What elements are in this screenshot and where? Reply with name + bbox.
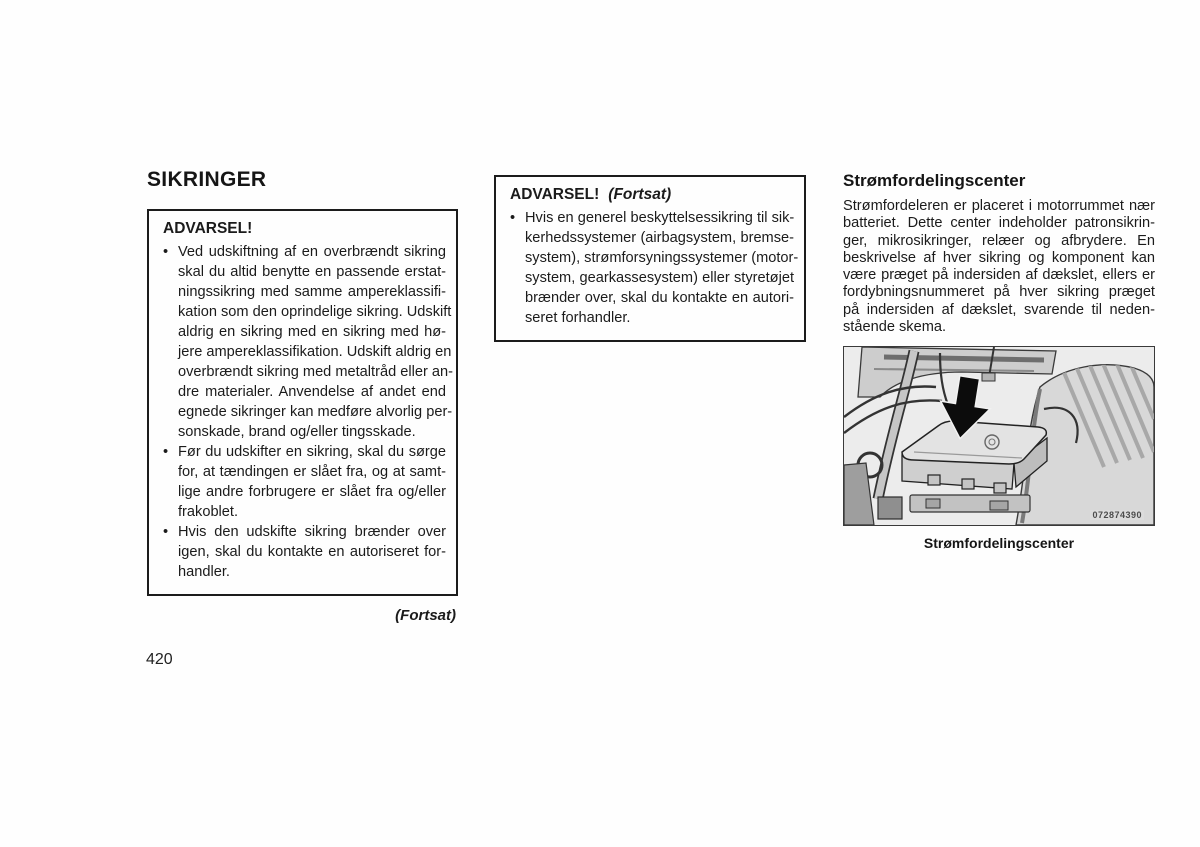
text-line: overbrændt sikring med metaltråd eller an- (178, 364, 453, 380)
bullet-text (178, 242, 453, 442)
text-line: • Før du udskifter en sikring, skal du sørge (178, 444, 446, 460)
text-line: • Hvis en generel beskyttelsessikring til sik- (525, 210, 795, 226)
text-line: på indersiden af dækslet, svarende til neden- (843, 301, 1155, 318)
text-line: seret forhandler. (525, 310, 631, 326)
warning-box-title (510, 186, 794, 204)
warning-bullet-list (161, 242, 453, 582)
text-line: • Hvis den udskifte sikring brænder over (178, 524, 446, 540)
continued-note: (Fortsat) (395, 607, 456, 624)
text-line: jere ampereklassifikation. Udskift aldrig en (178, 344, 452, 360)
engine-compartment-illustration (844, 347, 1154, 525)
warning-bullet (508, 208, 799, 328)
warning-title-main: ADVARSEL! (510, 186, 600, 203)
text-line: batteriet. Dette center indeholder patronsikrin- (843, 215, 1155, 232)
section-heading: Strømfordelingscenter (843, 171, 1026, 190)
page-number: 420 (146, 651, 173, 668)
text-line: frakoblet. (178, 504, 239, 520)
text-line: lige andre forbrugere er slået fra og/eller (178, 484, 446, 500)
text-line: ningssikring med samme ampereklassifi- (178, 284, 446, 300)
figure (843, 346, 1155, 551)
text-line: kerhedssystemer (airbagsystem, bremse- (525, 230, 794, 246)
warning-title-continued: (Fortsat) (608, 186, 672, 203)
warning-box-title: ADVARSEL! (163, 220, 253, 237)
text-line: igen, skal du kontakte en autoriseret for- (178, 544, 446, 560)
text-line: system, gearkassesystem) eller styretøjet (525, 270, 794, 286)
text-line: egnede sikringer kan medføre alvorlig per- (178, 404, 453, 420)
text-line: handler. (178, 564, 230, 580)
warning-bullet (161, 442, 446, 522)
photo-id-label: 072874390 (1092, 510, 1142, 521)
warning-bullet-list (508, 208, 799, 328)
bullet-text (178, 522, 446, 582)
text-line: dre materialer. Anvendelse af andet end (178, 384, 446, 400)
figure-caption: Strømfordelingscenter (923, 535, 1075, 552)
text-line: for, at tændingen er slået fra, og at samt- (178, 464, 446, 480)
text-line: fordybningsnummeret på hver sikring præget (843, 284, 1155, 301)
bullet-text (178, 442, 446, 522)
section-paragraph (843, 198, 1155, 336)
warning-box-sikringer (147, 209, 458, 596)
warning-bullet (161, 242, 453, 442)
page-title: SIKRINGER (147, 168, 267, 191)
text-line: beskrivelse af hver sikring og komponent kan (843, 249, 1155, 266)
left-column (147, 168, 458, 624)
right-column (843, 171, 1155, 551)
figure-image (843, 346, 1155, 526)
text-line: ger, mikrosikringer, relæer og afbrydere. En (843, 232, 1155, 249)
text-line: • Ved udskiftning af en overbrændt sikring (178, 244, 446, 260)
text-line: system), strømforsyningssystemer (motor- (525, 250, 799, 266)
text-line: sonskade, brand og/eller tingsskade. (178, 424, 416, 440)
text-line: kation som den oprindelige sikring. Udskift (178, 304, 452, 320)
text-line: skal du altid benytte en passende erstat- (178, 264, 446, 280)
bullet-text (525, 208, 799, 328)
text-line: aldrig en sikring med en sikring med hø- (178, 324, 446, 340)
warning-bullet (161, 522, 446, 582)
text-line: brænder over, skal du kontakte en autori- (525, 290, 794, 306)
text-line: Strømfordeleren er placeret i motorrummet nær (843, 198, 1155, 214)
warning-box-continued (494, 175, 806, 342)
text-line: være præget på indersiden af dækslet, ellers er (843, 267, 1155, 284)
text-line: stående skema. (843, 319, 947, 336)
middle-column (494, 175, 806, 342)
